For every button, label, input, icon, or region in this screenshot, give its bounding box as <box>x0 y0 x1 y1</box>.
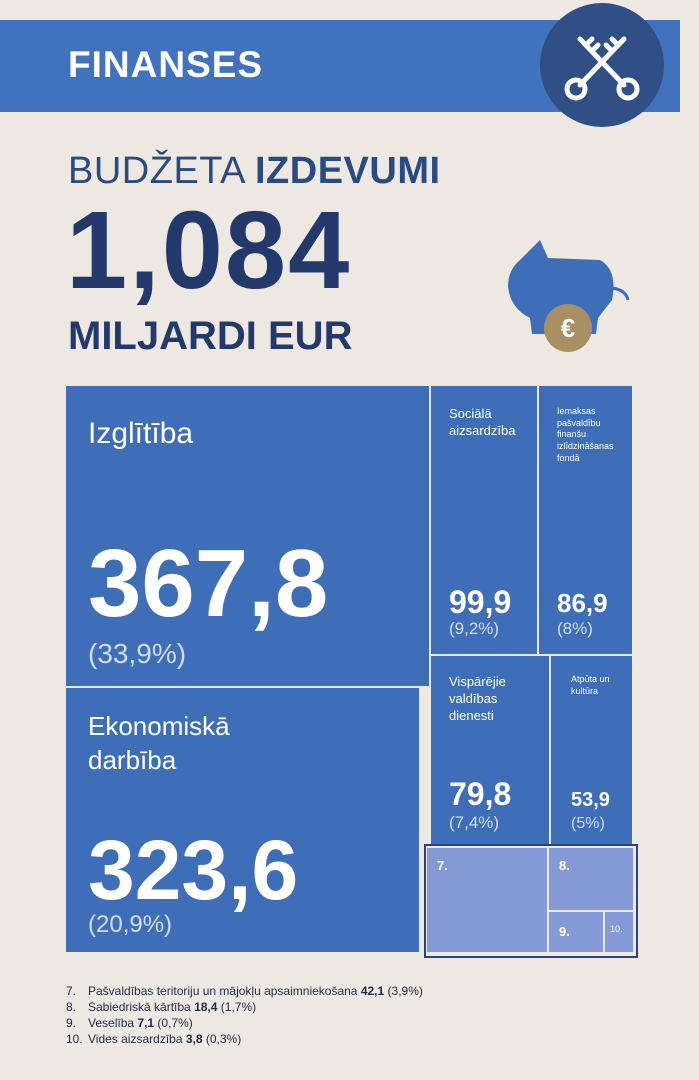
segment-label: Sociālā aizsardzība <box>449 406 516 438</box>
segment-value: 79,8 <box>449 776 512 812</box>
segment-label: 9. <box>559 924 570 939</box>
segment-percent: (33,9%) <box>88 638 187 669</box>
footnote-item: 10. Vides aizsardzība 3,8 (0,3%) <box>66 1032 242 1046</box>
segment-label: Ekonomiskā darbība <box>88 711 230 775</box>
footnote-item: 7. Pašvaldības teritoriju un mājokļu apsaimniekošana 42,1 (3,9%) <box>66 984 423 998</box>
segment-percent: (5%) <box>571 815 605 832</box>
heading-emphasis: IZDEVUMI <box>255 150 441 192</box>
segment-value: 99,9 <box>449 584 512 620</box>
segment-percent: (7,4%) <box>449 813 500 832</box>
treemap-tile-vispareji-dienesti <box>431 656 549 846</box>
total-unit: MILJARDI EUR <box>68 314 353 358</box>
small-segments-frame <box>424 844 638 958</box>
coin-symbol: € <box>560 313 576 343</box>
segment-value: 86,9 <box>557 588 608 618</box>
segment-label: 7. <box>437 858 448 873</box>
segment-label: Atpūta un kultūra <box>571 674 610 696</box>
key-badge <box>540 3 664 127</box>
segment-label: 8. <box>559 858 570 873</box>
treemap-tile-sociala-aizsardziba <box>431 386 537 654</box>
segment-value: 53,9 <box>571 789 610 811</box>
total-value: 1,084 <box>66 189 352 312</box>
piggy-bank-euro-icon <box>500 230 640 360</box>
segment-value: 367,8 <box>88 530 329 637</box>
treemap-tile-iemaksas-fonda <box>539 386 632 654</box>
segment-label: Iemaksas pašvaldību finanšu izlīdzināšanas fondā <box>557 406 614 463</box>
segment-value: 323,6 <box>88 823 299 917</box>
heading-prefix: BUDŽETA <box>68 150 244 192</box>
treemap-tile-izglitiba <box>66 386 429 686</box>
footnote-item: 8. Sabiedriskā kārtība 18,4 (1,7%) <box>66 1000 257 1014</box>
segment-label: Izglītība <box>88 417 194 450</box>
segment-label: Vispārējie valdības dienesti <box>449 674 506 723</box>
segment-percent: (9,2%) <box>449 619 500 638</box>
segment-percent: (8%) <box>557 619 593 638</box>
footnotes <box>66 983 423 1047</box>
treemap-tile-atputa-kultura <box>551 656 632 846</box>
segment-percent: (20,9%) <box>88 911 173 938</box>
page-heading <box>68 150 441 193</box>
segment-label: 10. <box>610 924 623 934</box>
treemap-tile-ekonomiska-darbiba <box>66 688 419 952</box>
section-title: FINANSES <box>68 44 264 85</box>
footnote-item: 9. Veselība 7,1 (0,7%) <box>66 1016 193 1030</box>
crossed-keys-icon <box>562 25 642 105</box>
